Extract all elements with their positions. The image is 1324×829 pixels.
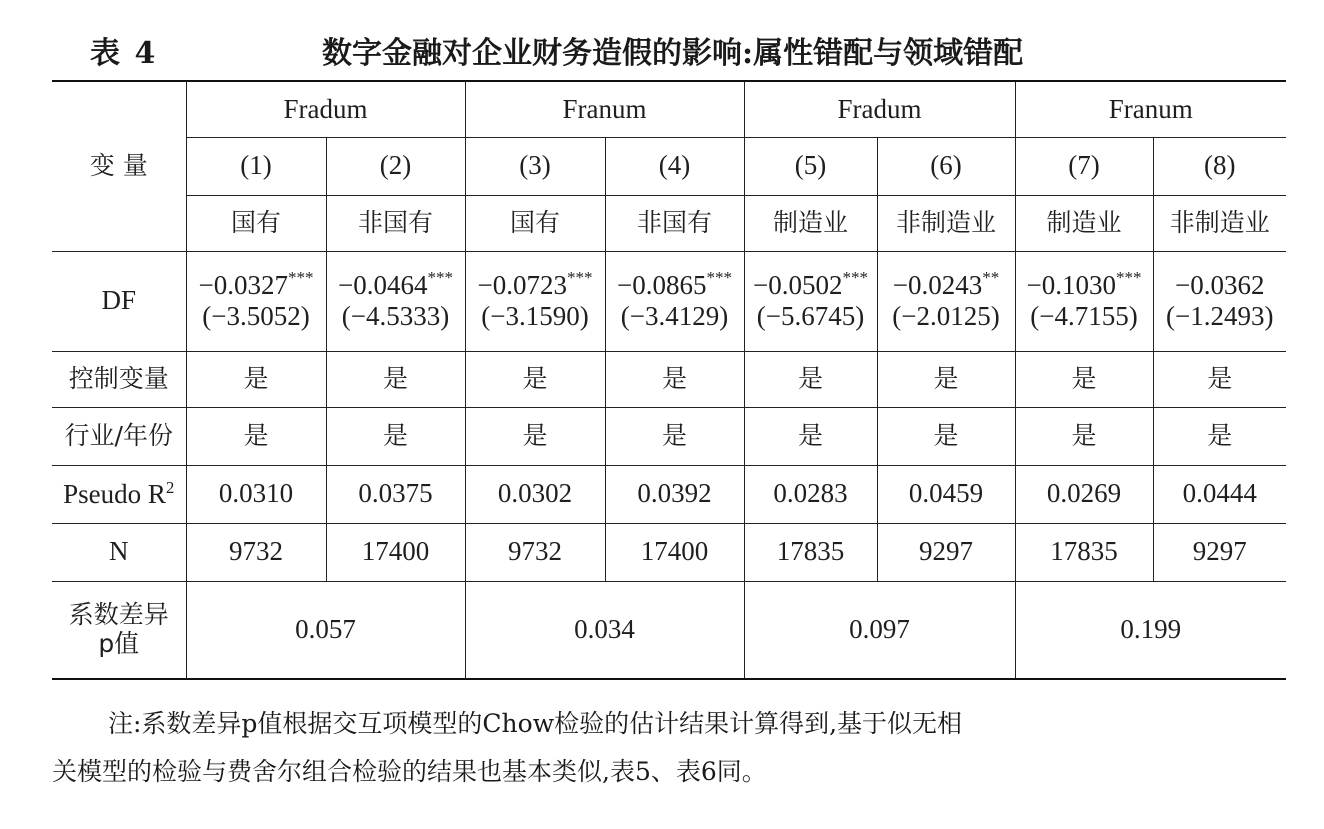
t-statistic: (−4.5333): [341, 301, 450, 331]
subsample-label: 非国有: [326, 195, 465, 251]
subsample-label: 国有: [186, 195, 326, 251]
row-label: 控制变量: [52, 351, 186, 407]
table-cell: 是: [605, 351, 744, 407]
column-number-row: [52, 137, 1286, 195]
df-cell: [605, 251, 744, 351]
column-number: (7): [1015, 137, 1153, 195]
t-statistic: (−5.6745): [756, 301, 865, 331]
df-cell: [1153, 251, 1286, 351]
table-cell: 是: [744, 351, 877, 407]
table-cell: 是: [605, 407, 744, 465]
df-cell: [465, 251, 605, 351]
table-cell: 是: [877, 407, 1015, 465]
table-cell: 是: [1015, 407, 1153, 465]
table-label: 表 4: [90, 36, 158, 71]
table-cell: 是: [877, 351, 1015, 407]
subsample-label: 国有: [465, 195, 605, 251]
column-number: (4): [605, 137, 744, 195]
table-cell: 17835: [744, 523, 877, 581]
t-statistic: (−1.2493): [1166, 301, 1274, 331]
observations-row: [52, 523, 1286, 581]
controls-row: [52, 351, 1286, 407]
table-cell: 17400: [605, 523, 744, 581]
p-value-cell: 0.057: [186, 581, 465, 679]
table-cell: 17400: [326, 523, 465, 581]
table-cell: 9297: [877, 523, 1015, 581]
coefficient: −0.1030: [1026, 269, 1116, 300]
significance-stars: ***: [706, 267, 732, 287]
df-cell: [1015, 251, 1153, 351]
p-value-cell: 0.199: [1015, 581, 1286, 679]
column-number: (6): [877, 137, 1015, 195]
df-row: [52, 251, 1286, 351]
subsample-label: 制造业: [744, 195, 877, 251]
note-line: 关模型的检验与费舍尔组合检验的结果也基本类似,表5、表6同。: [52, 757, 767, 786]
p-value-cell: 0.097: [744, 581, 1015, 679]
row-label: Pseudo $R^2$: [52, 465, 186, 523]
t-statistic: (−3.4129): [620, 301, 729, 331]
subsample-label: 非制造业: [877, 195, 1015, 251]
t-statistic: (−3.5052): [202, 301, 310, 331]
table-cell: 是: [186, 351, 326, 407]
coefficient: −0.0464: [338, 269, 428, 300]
df-cell: [186, 251, 326, 351]
table-cell: 9732: [465, 523, 605, 581]
column-number: (5): [744, 137, 877, 195]
table-cell: 0.0310: [186, 465, 326, 523]
t-statistic: (−2.0125): [892, 301, 1000, 331]
significance-stars: ***: [287, 267, 314, 287]
table-cell: 0.0444: [1153, 465, 1286, 523]
table-cell: 是: [186, 407, 326, 465]
group-header: Franum: [1015, 81, 1286, 137]
table-cell: 是: [326, 351, 465, 407]
table-cell: 0.0375: [326, 465, 465, 523]
t-statistic: (−3.1590): [481, 301, 589, 331]
table-cell: 0.0459: [877, 465, 1015, 523]
table-title: 数字金融对企业财务造假的影响:属性错配与领域错配: [322, 36, 1024, 71]
coefficient: −0.0723: [477, 269, 567, 300]
t-statistic: (−4.7155): [1030, 301, 1138, 331]
note-line: 注:系数差异p值根据交互项模型的Chow检验的估计结果计算得到,基于似无相: [108, 709, 963, 738]
subsample-row: [52, 195, 1286, 251]
row-label: 行业/年份: [52, 407, 186, 465]
p-value-cell: 0.034: [465, 581, 744, 679]
table-cell: 是: [1015, 351, 1153, 407]
table-cell: 0.0283: [744, 465, 877, 523]
row-label: DF: [52, 251, 186, 351]
table-caption: [90, 22, 1290, 72]
table-cell: 是: [465, 407, 605, 465]
significance-stars: ***: [1115, 267, 1142, 287]
group-header: Fradum: [186, 81, 465, 137]
row-label: 系数差异 p值: [52, 581, 186, 679]
subsample-label: 制造业: [1015, 195, 1153, 251]
significance-stars: **: [982, 267, 1000, 287]
table-cell: 是: [326, 407, 465, 465]
coefficient: −0.0502: [753, 269, 843, 300]
coefficient: −0.0327: [198, 269, 288, 300]
table-cell: 是: [1153, 351, 1286, 407]
table-cell: 0.0392: [605, 465, 744, 523]
significance-stars: ***: [566, 267, 593, 287]
group-header: Franum: [465, 81, 744, 137]
df-cell: [744, 251, 877, 351]
table-cell: 17835: [1015, 523, 1153, 581]
results-table: [52, 80, 1286, 680]
column-number: (8): [1153, 137, 1286, 195]
table-cell: 0.0269: [1015, 465, 1153, 523]
df-cell: [326, 251, 465, 351]
column-number: (1): [186, 137, 326, 195]
table-cell: 9732: [186, 523, 326, 581]
group-header-row: [52, 81, 1286, 137]
table-cell: 是: [1153, 407, 1286, 465]
coefficient: −0.0865: [617, 269, 707, 300]
table-cell: 9297: [1153, 523, 1286, 581]
significance-stars: ***: [842, 267, 868, 287]
subsample-label: 非制造业: [1153, 195, 1286, 251]
table-cell: 0.0302: [465, 465, 605, 523]
significance-stars: ***: [427, 267, 453, 287]
coefficient: −0.0362: [1175, 269, 1265, 300]
row-label: N: [52, 523, 186, 581]
variable-header: 变 量: [52, 81, 186, 251]
fixed-effects-row: [52, 407, 1286, 465]
coefficient: −0.0243: [892, 269, 983, 300]
df-cell: [877, 251, 1015, 351]
group-header: Fradum: [744, 81, 1015, 137]
subsample-label: 非国有: [605, 195, 744, 251]
column-number: (3): [465, 137, 605, 195]
table-cell: 是: [465, 351, 605, 407]
p-value-row: [52, 581, 1286, 679]
pseudo-r2-row: [52, 465, 1286, 523]
table-cell: 是: [744, 407, 877, 465]
column-number: (2): [326, 137, 465, 195]
table-note: [52, 700, 1292, 796]
